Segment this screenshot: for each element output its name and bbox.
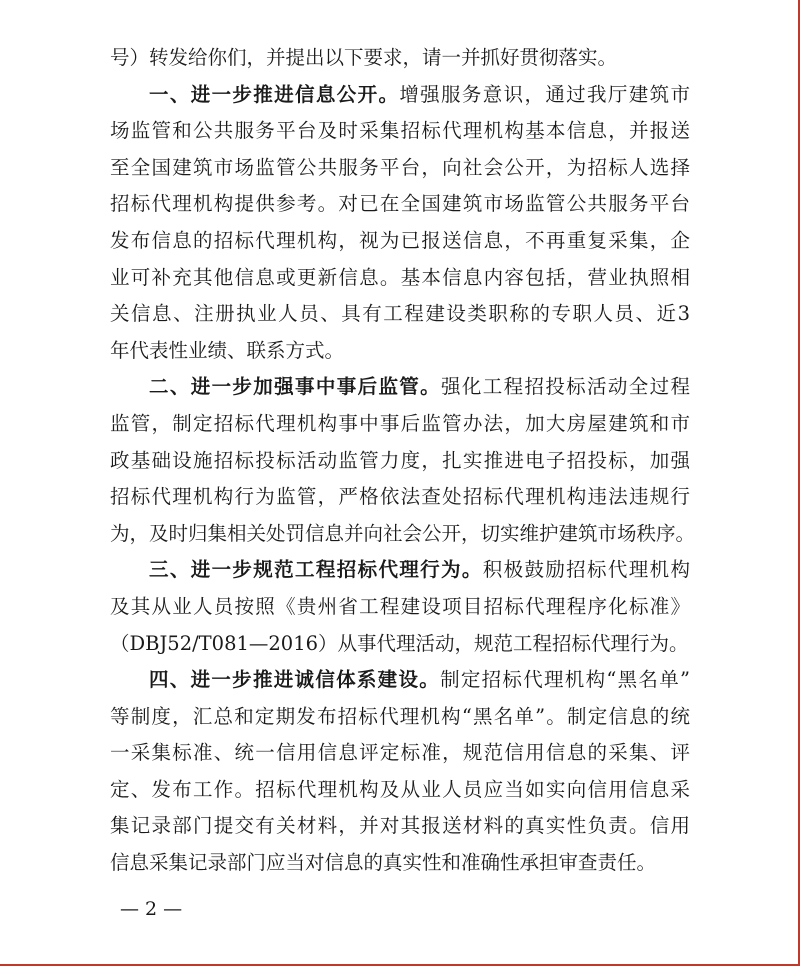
section-4-first-line (110, 662, 690, 699)
paragraph-line: 信息采集记录部门应当对信息的真实性和准确性承担审查责任。 (110, 851, 657, 875)
section-3-first-line-text: 积极鼓励招标代理机构 (482, 558, 690, 582)
paragraph-line: 关信息、注册执业人员、具有工程建设类职称的专职人员、近3 (110, 302, 690, 326)
paragraph-line: 年代表性业绩、联系方式。 (110, 338, 345, 362)
paragraph-line: 招标代理机构提供参考。对已在全国建筑市场监管公共服务平台 (110, 192, 690, 216)
paragraph-line: 发布信息的招标代理机构，视为已报送信息，不再重复采集，企 (110, 228, 690, 252)
section-1-first-line-text: 增强服务意识，通过我厅建筑市 (399, 82, 690, 106)
section-2-first-line-text: 强化工程招投标活动全过程 (441, 375, 690, 399)
paragraph-line: 为，及时归集相关处罚信息并向社会公开，切实维护建筑市场秩序。 (110, 521, 696, 545)
section-3-heading: 三、进一步规范工程招标代理行为。 (149, 558, 483, 582)
paragraph-line: 等制度，汇总和定期发布招标代理机构“黑名单”。制定信息的统 (110, 704, 690, 728)
section-2-first-line (110, 369, 690, 406)
paragraph-line: 定、发布工作。招标代理机构及从业人员应当如实向信用信息采 (110, 777, 690, 801)
paragraph-line: 至全国建筑市场监管公共服务平台，向社会公开，为招标人选择 (110, 155, 690, 179)
paragraph-line: （DBJ52/T081—2016）从事代理活动，规范工程招标代理行为。 (110, 631, 689, 655)
intro-line: 号）转发给你们，并提出以下要求，请一并抓好贯彻落实。 (110, 46, 618, 69)
section-1-first-line (110, 77, 690, 114)
section-4-first-line-text: 制定招标代理机构“黑名单” (440, 668, 690, 692)
paragraph-line: 招标代理机构行为监管，严格依法查处招标代理机构违法违规行 (110, 485, 690, 509)
section-1-heading: 一、进一步推进信息公开。 (149, 82, 400, 106)
page-number: — 2 — (120, 898, 183, 920)
paragraph-line: 业可补充其他信息或更新信息。基本信息内容包括，营业执照相 (110, 265, 690, 289)
paragraph-line: 集记录部门提交有关材料，并对其报送材料的真实性负责。信用 (110, 814, 690, 838)
section-2-heading: 二、进一步加强事中事后监管。 (149, 375, 442, 399)
paragraph-line: 一采集标准、统一信用信息评定标准，规范信用信息的采集、评 (110, 741, 690, 765)
paragraph-line: 政基础设施招标投标活动监管力度，扎实推进电子招投标，加强 (110, 448, 690, 472)
paragraph-line: 场监管和公共服务平台及时采集招标代理机构基本信息，并报送 (110, 119, 690, 143)
document-body (110, 40, 696, 882)
paragraph-line: 监管，制定招标代理机构事中事后监管办法，加大房屋建筑和市 (110, 411, 690, 435)
section-3-first-line (110, 552, 690, 589)
section-4-heading: 四、进一步推进诚信体系建设。 (149, 668, 441, 692)
paragraph-line: 及其从业人员按照《贵州省工程建设项目招标代理程序化标准》 (110, 594, 690, 618)
